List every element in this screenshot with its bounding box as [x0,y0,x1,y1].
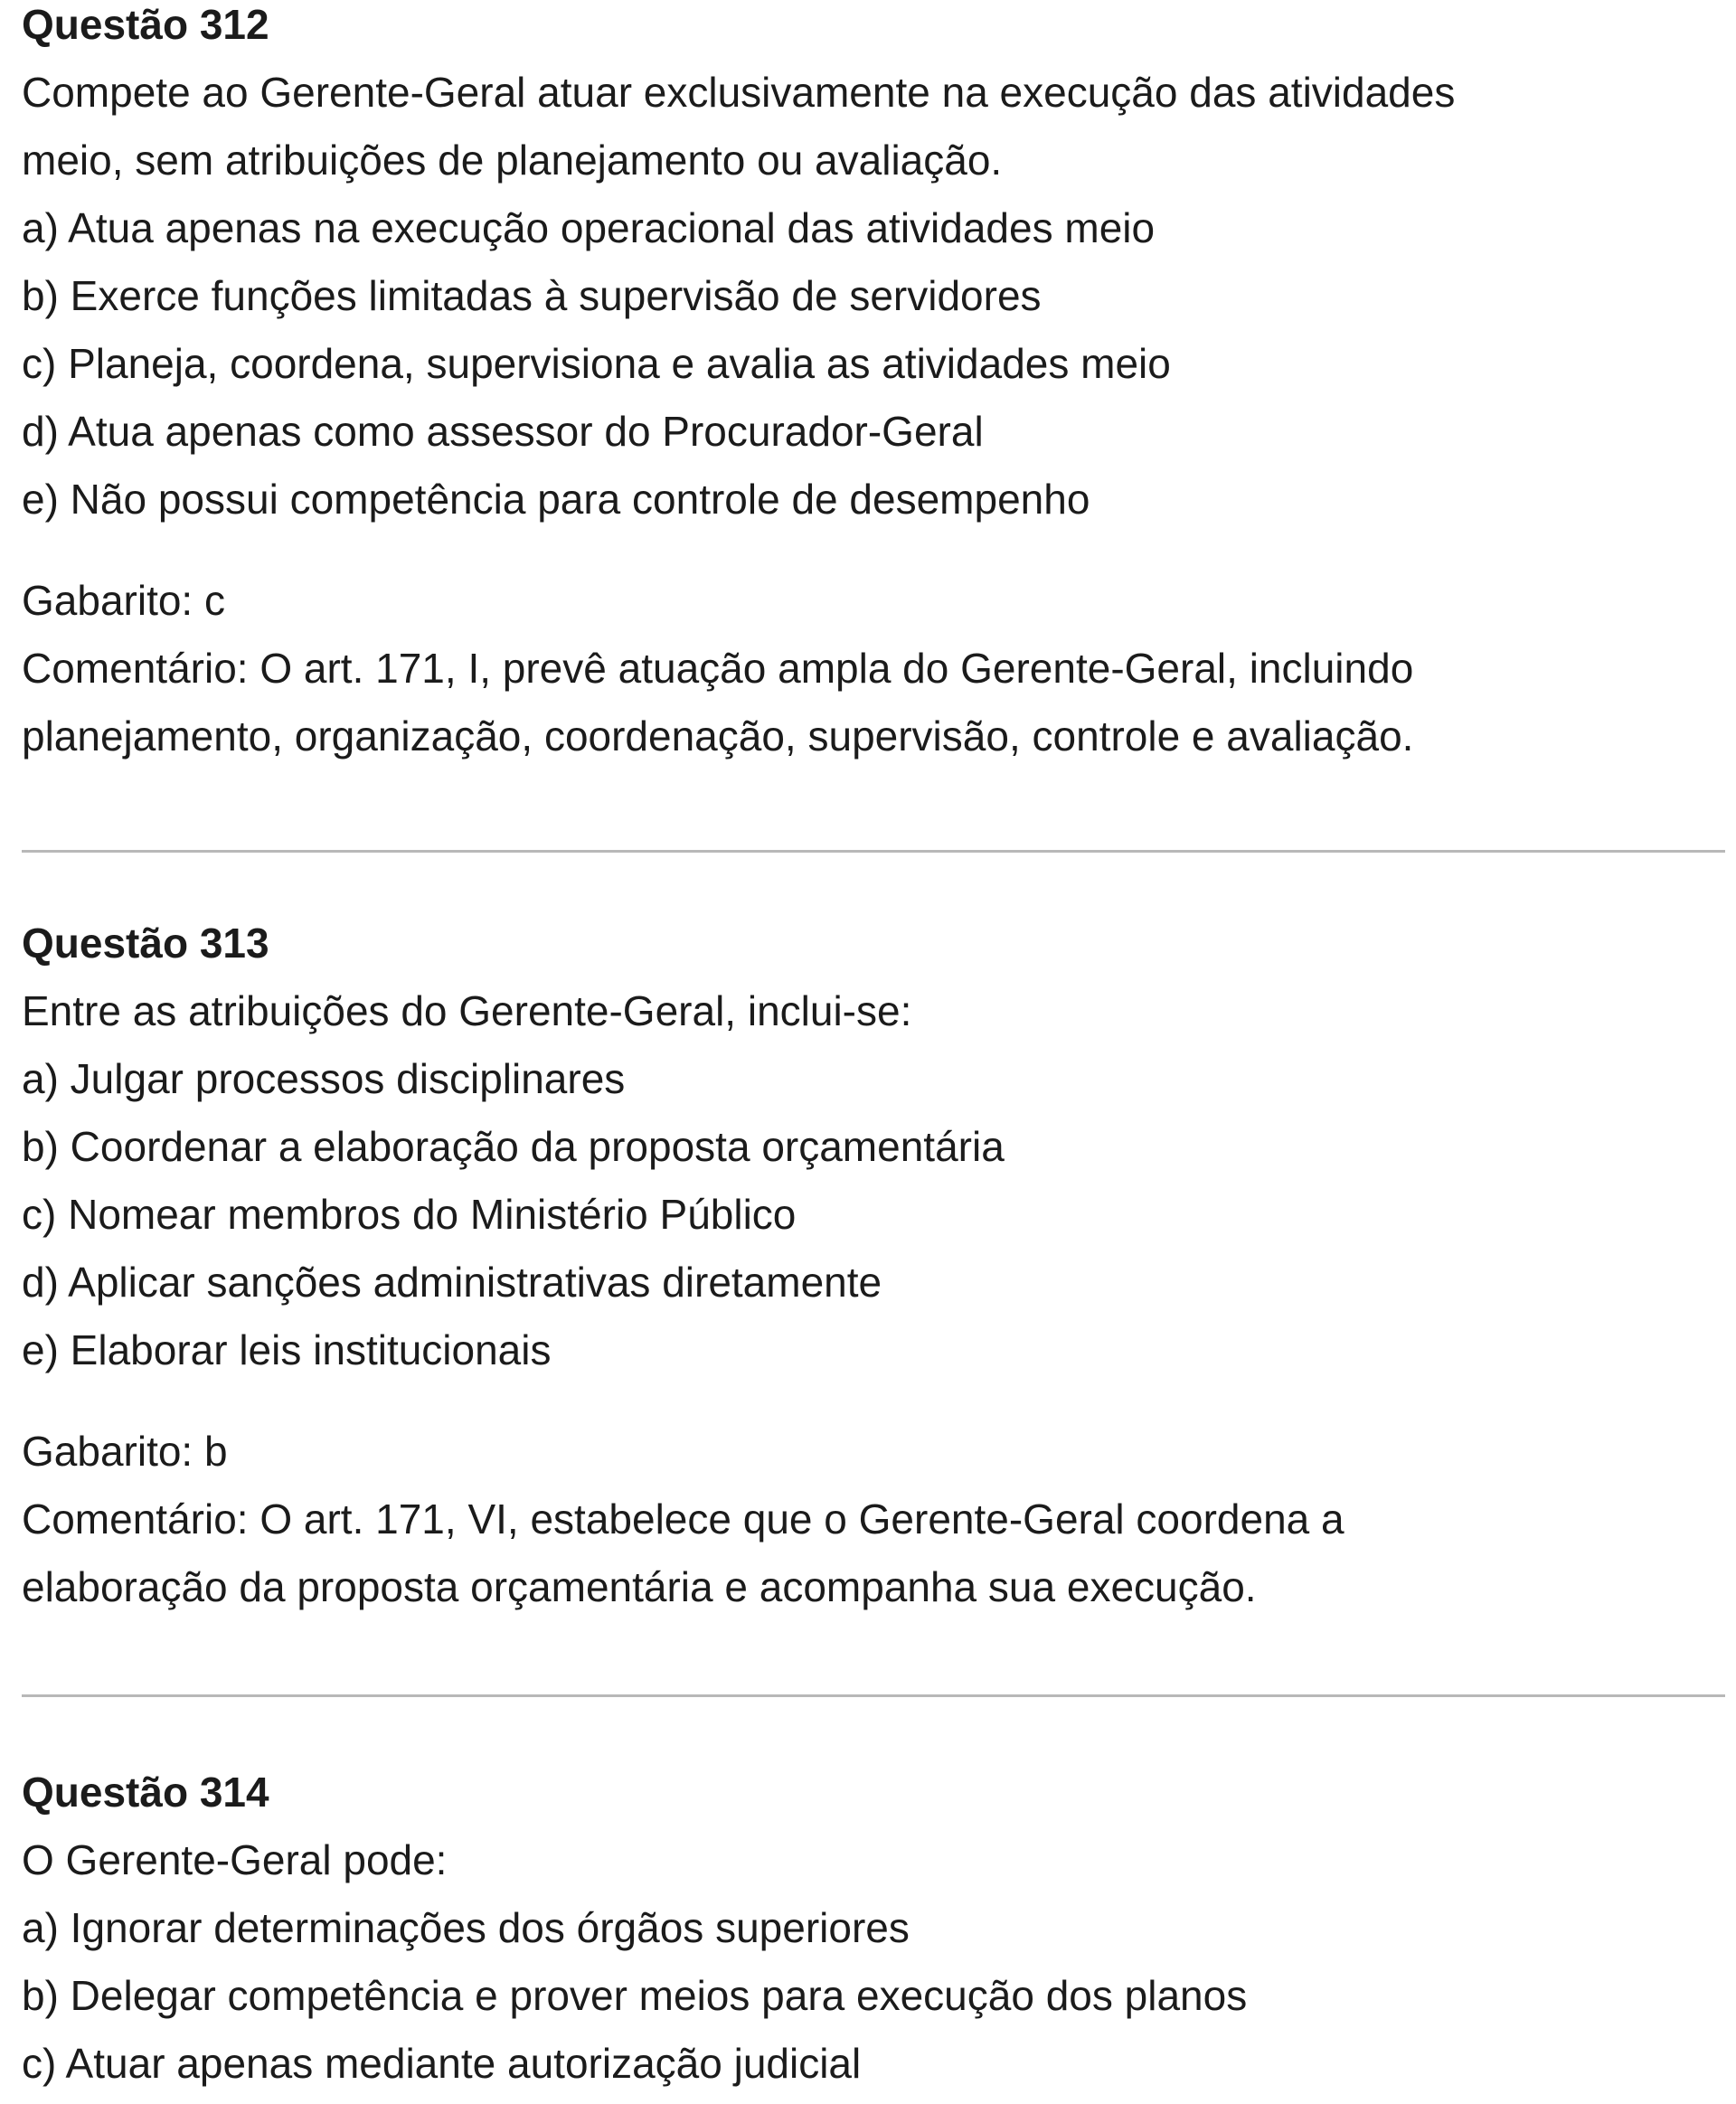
question-313 [22,909,1344,1621]
option-a: a) Ignorar determinações dos órgãos superiores [22,1904,910,1951]
question-statement-line: meio, sem atribuições de planejamento ou avaliação. [22,137,1003,184]
question-statement-line: Compete ao Gerente-Geral atuar exclusivamente na execução das atividades [22,69,1456,116]
option-d: d) Atua apenas como assessor do Procurador-Geral [22,408,984,455]
answer-key: Gabarito: c [22,577,225,624]
option-b: b) Exerce funções limitadas à supervisão de servidores [22,272,1042,319]
option-e: e) Elaborar leis institucionais [22,1326,552,1373]
comment-line: Comentário: O art. 171, VI, estabelece que o Gerente-Geral coordena a [22,1495,1344,1543]
option-b: b) Delegar competência e prover meios para execução dos planos [22,1972,1248,2019]
section-divider [22,1694,1725,1697]
question-title: Questão 312 [22,1,269,48]
question-312 [22,0,1455,770]
question-statement-line: O Gerente-Geral pode: [22,1836,448,1883]
option-c: c) Atuar apenas mediante autorização judicial [22,2040,862,2087]
question-title: Questão 314 [22,1769,269,1816]
comment-line: planejamento, organização, coordenação, supervisão, controle e avaliação. [22,712,1414,760]
option-c: c) Planeja, coordena, supervisiona e avalia as atividades meio [22,340,1171,387]
option-b: b) Coordenar a elaboração da proposta orçamentária [22,1123,1005,1170]
section-divider [22,850,1725,853]
comment-line: Comentário: O art. 171, I, prevê atuação ampla do Gerente-Geral, incluindo [22,645,1414,692]
option-d: d) Aplicar sanções administrativas diretamente [22,1259,882,1306]
question-title: Questão 313 [22,920,269,967]
option-e: e) Não possui competência para controle de desempenho [22,476,1090,523]
answer-key: Gabarito: b [22,1428,228,1475]
question-314 [22,1758,1247,2098]
question-statement-line: Entre as atribuições do Gerente-Geral, inclui-se: [22,987,912,1034]
option-c: c) Nomear membros do Ministério Público [22,1191,797,1238]
option-a: a) Julgar processos disciplinares [22,1055,626,1102]
comment-line: elaboração da proposta orçamentária e acompanha sua execução. [22,1563,1257,1610]
option-a: a) Atua apenas na execução operacional das atividades meio [22,204,1156,251]
